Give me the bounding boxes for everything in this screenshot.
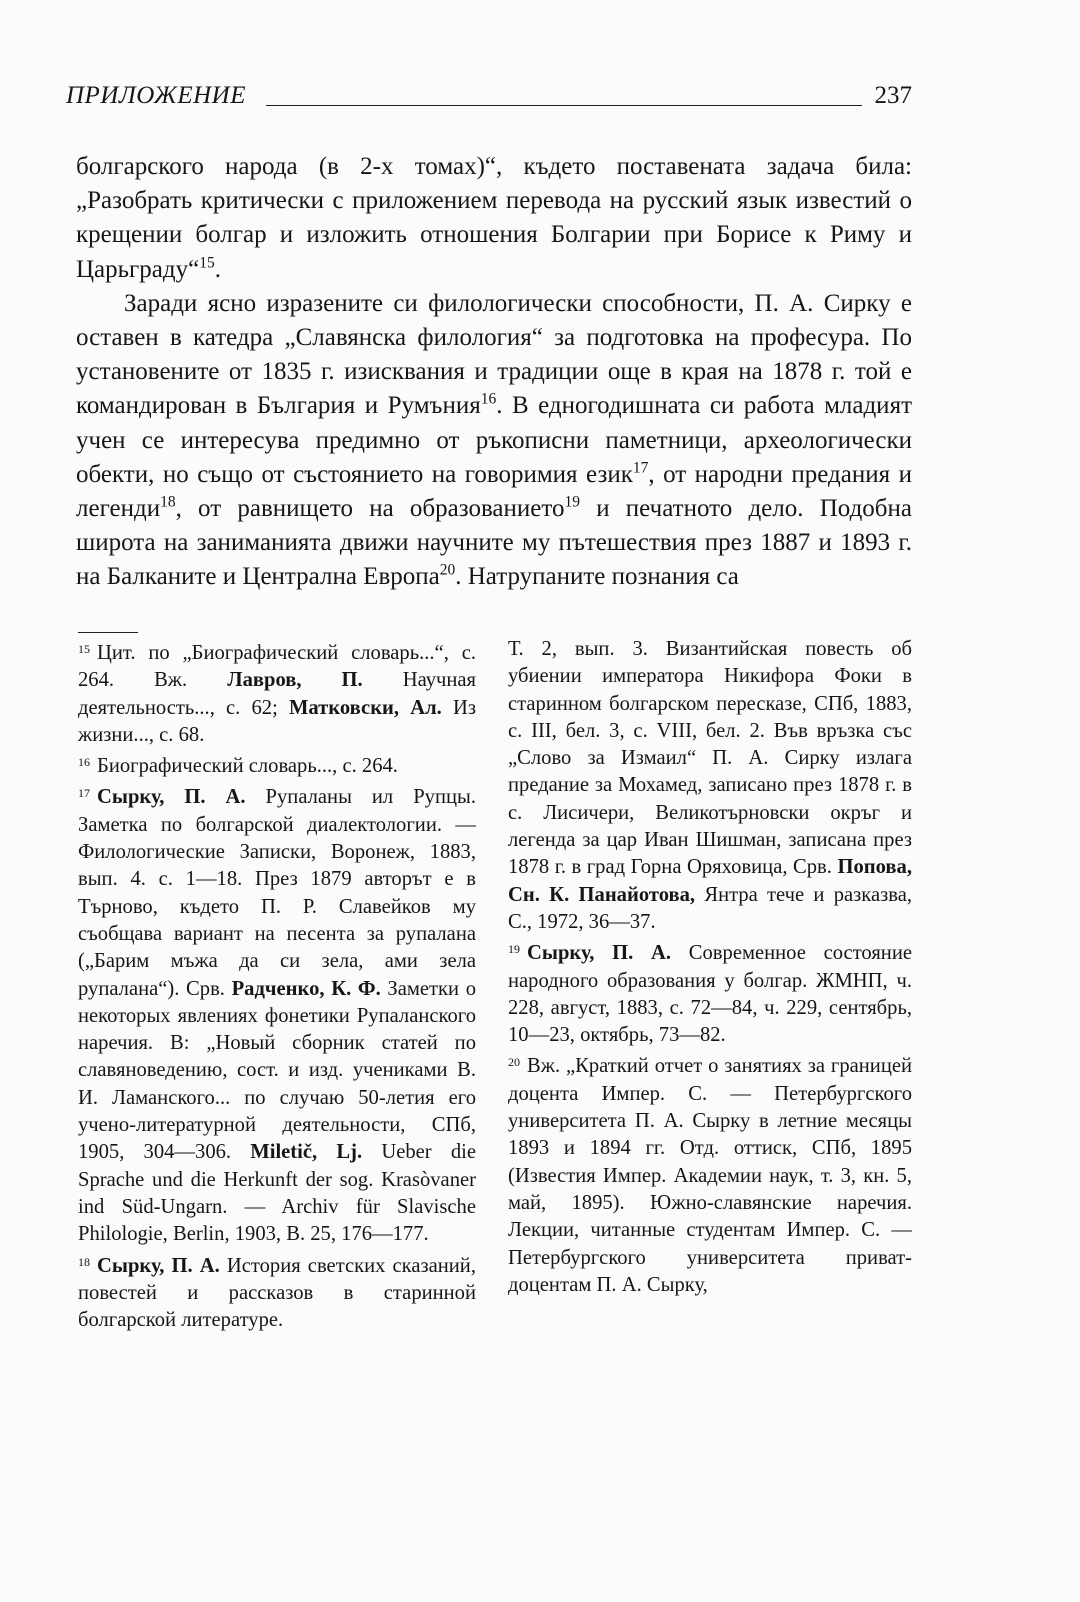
footnote-ref: 15 [199,254,215,272]
footnote-18-continued: Т. 2, вып. 3. Византийская повесть об убиении императора Никифора Фоки в старинном болгарском пересказе, СПб, 1883, с. III, бел. 3, с. VIII, бел. 2. Във връзка със „Слово за Измаил“ П. А. Сирку излага предание за Мохамед, записано през 1878 г. в с. Лисичери, Великотърновски окръг и легенда за цар Иван Шишман, записана през 1878 г. в град Горна Оряховица, Срв. Попова, Сн. К. Панайотова, Янтра тече и разказва, С., 1972, 36—37. [508,638,912,933]
footnote-19: $^{19}$ Сырку, П. А. Современное состояние народного образования у болгар. ЖМНП, ч. 228, август, 1883, с. 72—84, ч. 229, сентябрь, 10—23, октябрь, 73—82. [508,942,912,1047]
section-title: ПРИЛОЖЕНИЕ [66,82,246,109]
footnote-ref: 20 [439,562,456,580]
running-header [66,82,912,116]
footnote-18: $^{18}$ Сырку, П. А. История светских сказаний, повестей и рассказов в старинной болгарской литературе. [78,1254,476,1332]
footnote-16: $^{16}$ Биографический словарь..., с. 264. [78,755,398,778]
footnote-separator [78,632,138,633]
page-number: 237 [874,82,912,109]
main-text [76,150,912,595]
footnote-15: $^{15}$ Цит. по „Биографический словарь...“, с. 264. Вж. Лавров, П. Научная деятельность..., с. 62; Матковски, Ал. Из жизни..., с. 68. [78,642,477,746]
footnote-ref: 18 [160,493,176,511]
footnote-20: $^{20}$ Вж. „Краткий отчет о занятиях за границей доцента Импер. С. — Петербургского университета П. А. Сырку в летние месяцы 1893 и 1894 гг. Отд. оттиск, СПб, 1895 (Известия Импер. Академии наук, т. 3, кн. 5, май, 1895). Южно-славянские наречия. Лекции, читанные студентам Импер. С. — Петербургского университета приват-доцентам П. А. Сырку, [508,1055,912,1296]
footnote-ref: 17 [632,459,649,477]
footnote-ref: 19 [564,493,580,511]
paragraph-1: болгарского народа (в 2-х томах)“, където поставената задача била: „Разобрать критически с приложением перевода на русский язык известий о крещении болгар и изложить отношения Болгарии при Борисе к Риму и Царьграду“$^{15}$. [76,153,912,283]
footnote-ref: 16 [480,391,497,409]
footnotes-right-column [508,636,912,1299]
header-rule [266,105,862,106]
paragraph-2: Заради ясно изразените си филологически способности, П. А. Сирку е оставен в катедра „Славянска филология“ за подготовка на професура. По установените от 1835 г. изисквания и традиции още в края на 1878 г. той е командирован в България и Румъния$^{16}$. В едногодишната си работа младият учен се интересува предимно от ръкописни паметници, археологически обекти, но също от състоянието на говоримия език$^{17}$, от народни предания и легенди$^{18}$, от равнището на образованието$^{19}$ и печатното дело. Подобна широта на заниманията движи научните му пътешествия през 1887 и 1893 г. на Балканите и Централна Европа$^{20}$. Натрупаните познания са [76,289,912,591]
footnotes-left-column [78,636,476,1334]
footnote-17: $^{17}$ Сырку, П. А. Рупаланы ил Рупцы. Заметка по болгарской диалектологии. — Филологические Записки, Воронеж, 1883, вып. 4. с. 1—18. През 1879 авторът е в Търново, където П. Р. Славейков му съобщава вариант на песента за рупалана („Барим мъжа да си зела, ами зела рупалана“). Срв. Радченко, К. Ф. Заметки о некоторых явлениях фонетики Рупаланского наречия. В: „Новый сборник статей по славяноведению, сост. и изд. учениками В. И. Ламанского... по случаю 50-летия его учено-литературной деятельности, СПб, 1905, 304—306. Miletič, Lj. Ueber die Sprache und die Herkunft der sog. Krasòvaner ind Süd-Ungarn. — Archiv für Slavische Philologie, Berlin, 1903, B. 25, 176—177. [78,786,477,1246]
